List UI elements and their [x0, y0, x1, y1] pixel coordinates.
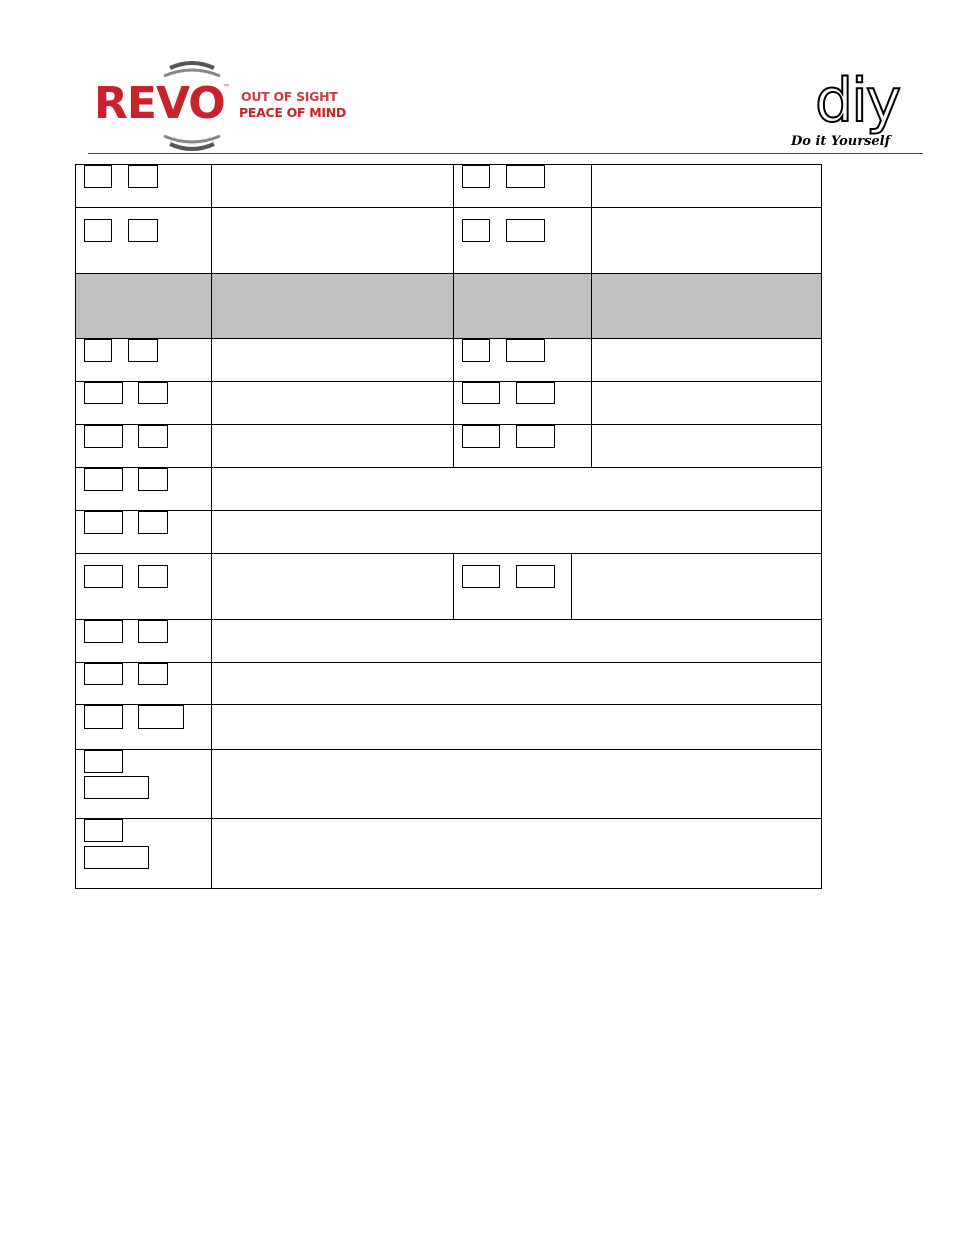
placeholder-box	[138, 663, 168, 685]
table-cell	[591, 207, 822, 274]
table-header-cell	[75, 273, 212, 339]
revo-wordmark: REVO	[94, 78, 225, 129]
placeholder-box	[84, 705, 123, 729]
placeholder-box	[128, 339, 158, 362]
tagline-line-2: PEACE OF MIND	[239, 105, 346, 120]
trademark-symbol: ™	[223, 84, 229, 90]
placeholder-box	[138, 425, 168, 448]
placeholder-box	[84, 165, 112, 188]
table-header-cell	[591, 273, 822, 339]
table-cell	[211, 818, 822, 889]
diy-subtitle: Do it Yourself	[791, 134, 891, 149]
placeholder-box	[462, 339, 490, 362]
placeholder-box	[516, 425, 555, 448]
table-cell	[211, 662, 822, 705]
table-cell	[211, 424, 454, 468]
table-header-cell	[211, 273, 454, 339]
table-cell	[211, 338, 454, 382]
placeholder-box	[138, 468, 168, 491]
placeholder-box	[84, 846, 149, 869]
table-cell	[211, 749, 822, 819]
table-cell	[211, 619, 822, 663]
table-header-cell	[453, 273, 592, 339]
table-cell	[211, 704, 822, 750]
placeholder-box	[84, 663, 123, 685]
table-cell	[591, 381, 822, 425]
placeholder-box	[462, 219, 490, 242]
placeholder-box	[84, 565, 123, 588]
placeholder-box	[84, 468, 123, 491]
placeholder-box	[462, 565, 500, 588]
placeholder-box	[84, 382, 123, 404]
placeholder-box	[462, 382, 500, 404]
diy-wordmark: diy	[815, 66, 900, 136]
tagline-line-1: OUT OF SIGHT	[241, 89, 338, 104]
placeholder-box	[84, 511, 123, 534]
placeholder-box	[462, 425, 500, 448]
placeholder-box	[84, 425, 123, 448]
table-cell	[591, 338, 822, 382]
table-cell	[591, 424, 822, 468]
table-cell	[211, 207, 454, 274]
placeholder-box	[138, 620, 168, 643]
placeholder-box	[84, 750, 123, 773]
placeholder-box	[138, 705, 184, 729]
placeholder-box	[84, 819, 123, 842]
placeholder-box	[128, 219, 158, 242]
placeholder-box	[506, 219, 545, 242]
placeholder-box	[462, 165, 490, 188]
placeholder-box	[84, 219, 112, 242]
placeholder-box	[506, 339, 545, 362]
table-cell	[571, 553, 822, 620]
placeholder-box	[138, 382, 168, 404]
placeholder-box	[84, 339, 112, 362]
table-cell	[211, 164, 454, 208]
placeholder-box	[506, 165, 545, 188]
table-cell	[211, 381, 454, 425]
table-cell	[211, 553, 454, 620]
table-cell	[591, 164, 822, 208]
table-cell	[211, 467, 822, 511]
placeholder-box	[516, 382, 555, 404]
placeholder-box	[84, 776, 149, 799]
placeholder-box	[84, 620, 123, 643]
table-cell	[211, 510, 822, 554]
placeholder-box	[138, 565, 168, 588]
placeholder-box	[128, 165, 158, 188]
placeholder-box	[138, 511, 168, 534]
placeholder-box	[516, 565, 555, 588]
